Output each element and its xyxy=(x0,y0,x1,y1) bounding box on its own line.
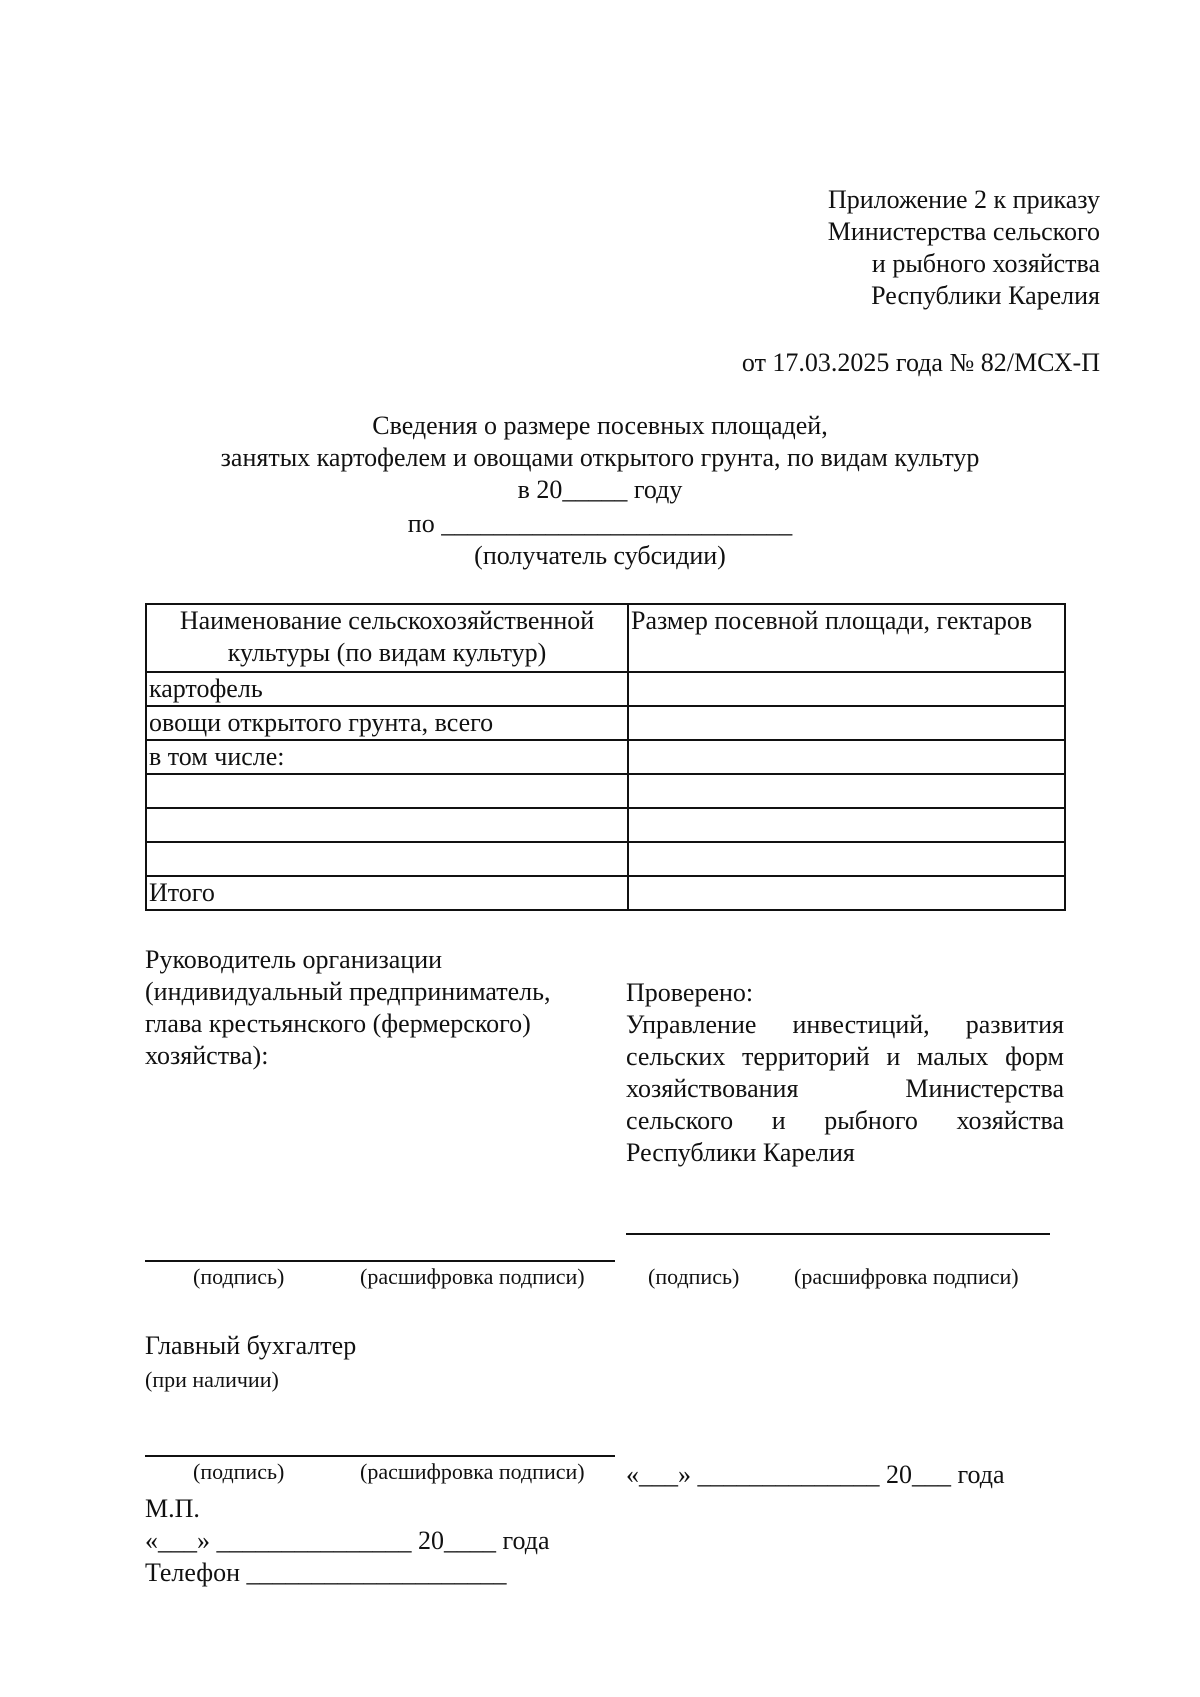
area-cell[interactable] xyxy=(628,740,1065,774)
crop-cell[interactable]: овощи открытого грунта, всего xyxy=(146,706,628,740)
head-signature-line[interactable] xyxy=(145,1260,615,1262)
table-row xyxy=(146,842,1065,876)
crops-table xyxy=(145,603,1066,911)
head-decoding-caption: (расшифровка подписи) xyxy=(360,1264,585,1289)
recipient-caption: (получатель субсидии) xyxy=(474,541,726,570)
table-row xyxy=(146,672,1065,706)
appendix-line: и рыбного хозяйства xyxy=(871,249,1100,278)
table-row xyxy=(146,706,1065,740)
header-area: Размер посевной площади, гектаров xyxy=(628,604,1065,672)
crop-cell[interactable] xyxy=(146,842,628,876)
area-cell[interactable] xyxy=(628,774,1065,808)
appendix-line: Приложение 2 к приказу xyxy=(827,185,1100,214)
crop-cell[interactable]: картофель xyxy=(146,672,628,706)
checked-title: Проверено: xyxy=(626,978,754,1007)
title-line: Сведения о размере посевных площадей, xyxy=(372,411,828,440)
table-row xyxy=(146,774,1065,808)
head-signature-caption: (подпись) xyxy=(193,1264,285,1289)
table-row xyxy=(146,740,1065,774)
accountant-title: Главный бухгалтер xyxy=(145,1331,357,1360)
area-cell[interactable] xyxy=(628,672,1065,706)
area-cell[interactable] xyxy=(628,876,1065,910)
header-crop-name: Наименование сельскохозяйственной культуры (по видам культур) xyxy=(146,604,628,672)
order-reference: от 17.03.2025 года № 82/МСХ-П xyxy=(741,348,1100,377)
appendix-line: Республики Карелия xyxy=(871,281,1100,310)
document-title xyxy=(0,410,1200,506)
checked-signature-line[interactable] xyxy=(626,1233,1050,1235)
appendix-line: Министерства сельского xyxy=(827,217,1100,246)
phone-line[interactable]: Телефон ____________________ xyxy=(145,1558,507,1587)
title-line: занятых картофелем и овощами открытого грунта, по видам культур xyxy=(220,443,980,472)
accountant-signature-caption: (подпись) xyxy=(193,1459,285,1484)
area-cell[interactable] xyxy=(628,808,1065,842)
head-line: хозяйства): xyxy=(145,1041,269,1070)
table-row-total xyxy=(146,876,1065,910)
accountant-date-line[interactable]: «___» _______________ 20____ года xyxy=(145,1526,550,1555)
head-signature-block xyxy=(145,944,625,1072)
crop-cell[interactable]: Итого xyxy=(146,876,628,910)
head-line: Руководитель организации xyxy=(145,945,443,974)
checked-decoding-caption: (расшифровка подписи) xyxy=(794,1264,1019,1289)
accountant-decoding-caption: (расшифровка подписи) xyxy=(360,1459,585,1484)
area-cell[interactable] xyxy=(628,706,1065,740)
checked-signature-caption: (подпись) xyxy=(648,1264,740,1289)
area-cell[interactable] xyxy=(628,842,1065,876)
table-header-row xyxy=(146,604,1065,672)
table-row xyxy=(146,808,1065,842)
recipient-line: по ___________________________ xyxy=(407,509,793,538)
stamp-label: М.П. xyxy=(145,1494,200,1523)
crop-cell[interactable] xyxy=(146,774,628,808)
title-line: в 20_____ году xyxy=(517,475,683,504)
accountant-block xyxy=(145,1330,356,1394)
accountant-subtitle: (при наличии) xyxy=(145,1367,279,1392)
head-line: (индивидуальный предприниматель, xyxy=(145,977,551,1006)
accountant-signature-line[interactable] xyxy=(145,1455,615,1457)
checked-block xyxy=(626,977,1064,1169)
crop-cell[interactable]: в том числе: xyxy=(146,740,628,774)
head-line: глава крестьянского (фермерского) xyxy=(145,1009,531,1038)
checked-text: Управление инвестиций, развития сельских территорий и малых форм хозяйствования Министерства сельского и рыбного хозяйства Республики Карелия xyxy=(626,1010,1064,1167)
appendix-header xyxy=(828,184,1100,312)
crop-cell[interactable] xyxy=(146,808,628,842)
checked-date-line[interactable]: «___» ______________ 20___ года xyxy=(626,1460,1005,1489)
